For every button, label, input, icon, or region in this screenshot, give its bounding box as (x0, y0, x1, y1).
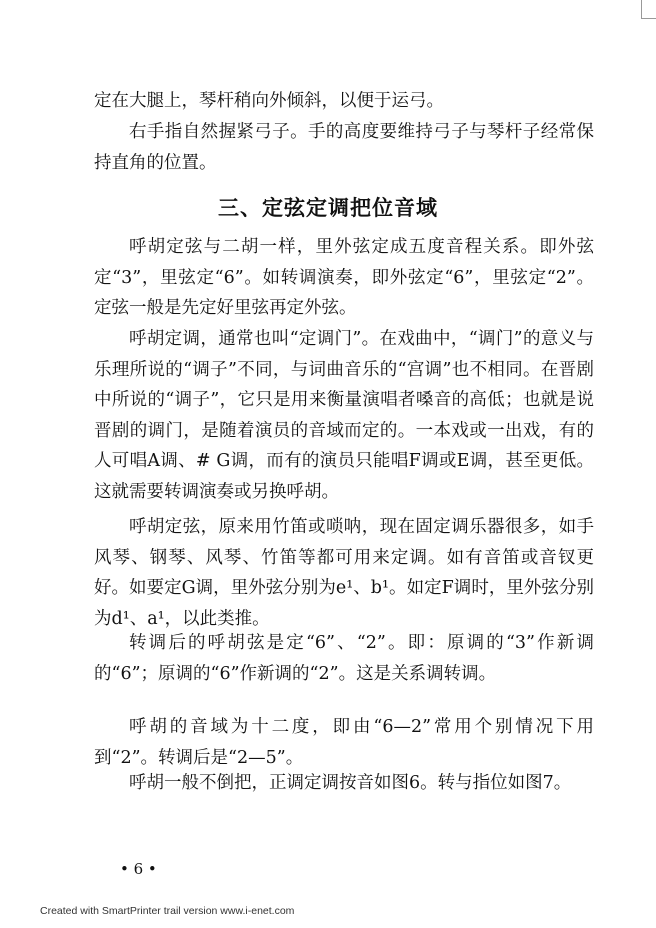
paragraph-5: 呼胡定弦，原来用竹笛或唢呐，现在固定调乐器很多，如手风琴、钢琴、风琴、竹笛等都可用来定调。如有音笛或音钗更好。如要定G调，里外弦分别为e¹、b¹。如定F调时，里外弦分别为d¹、a¹，以此类推。 (94, 517, 594, 629)
paragraph-1: 定在大腿上，琴杆稍向外倾斜，以便于运弓。 (94, 91, 444, 111)
page-corner-mark (641, 0, 656, 19)
paragraph-7: 呼胡的音域为十二度，即由“6—2”常用个别情况下用到“2”。转调后是“2—5”。 (94, 717, 594, 768)
footer-watermark: Created with SmartPrinter trail version www.i-enet.com (40, 905, 295, 917)
paragraph-6: 转调后的呼胡弦是定“6”、“2”。即：原调的“3”作新调的“6”；原调的“6”作新调的“2”。这是关系调转调。 (94, 633, 594, 684)
paragraph-3: 呼胡定弦与二胡一样，里外弦定成五度音程关系。即外弦定“3”，里弦定“6”。如转调演奏，即外弦定“6”，里弦定“2”。定弦一般是先定好里弦再定外弦。 (94, 237, 594, 318)
paragraph-8: 呼胡一般不倒把，正调定调按音如图6。转与指位如图7。 (129, 773, 572, 793)
paragraph-4: 呼胡定调，通常也叫“定调门”。在戏曲中，“调门”的意义与乐理所说的“调子”不同，与词曲音乐的“宫调”也不相同。在晋剧中所说的“调子”，它只是用来衡量演唱者嗓音的高低；也就是说晋剧的调门，是随着演员的音域而定的。一本戏或一出戏，有的人可唱A调、# G调，而有的演员只能唱F调或E调，甚至更低。这就需要转调演奏或另换呼胡。 (94, 329, 594, 502)
page-number: • 6 • (120, 860, 157, 878)
section-heading: 三、定弦定调把位音域 (218, 196, 438, 220)
paragraph-2: 右手指自然握紧弓子。手的高度要维持弓子与琴杆子经常保持直角的位置。 (94, 122, 594, 173)
